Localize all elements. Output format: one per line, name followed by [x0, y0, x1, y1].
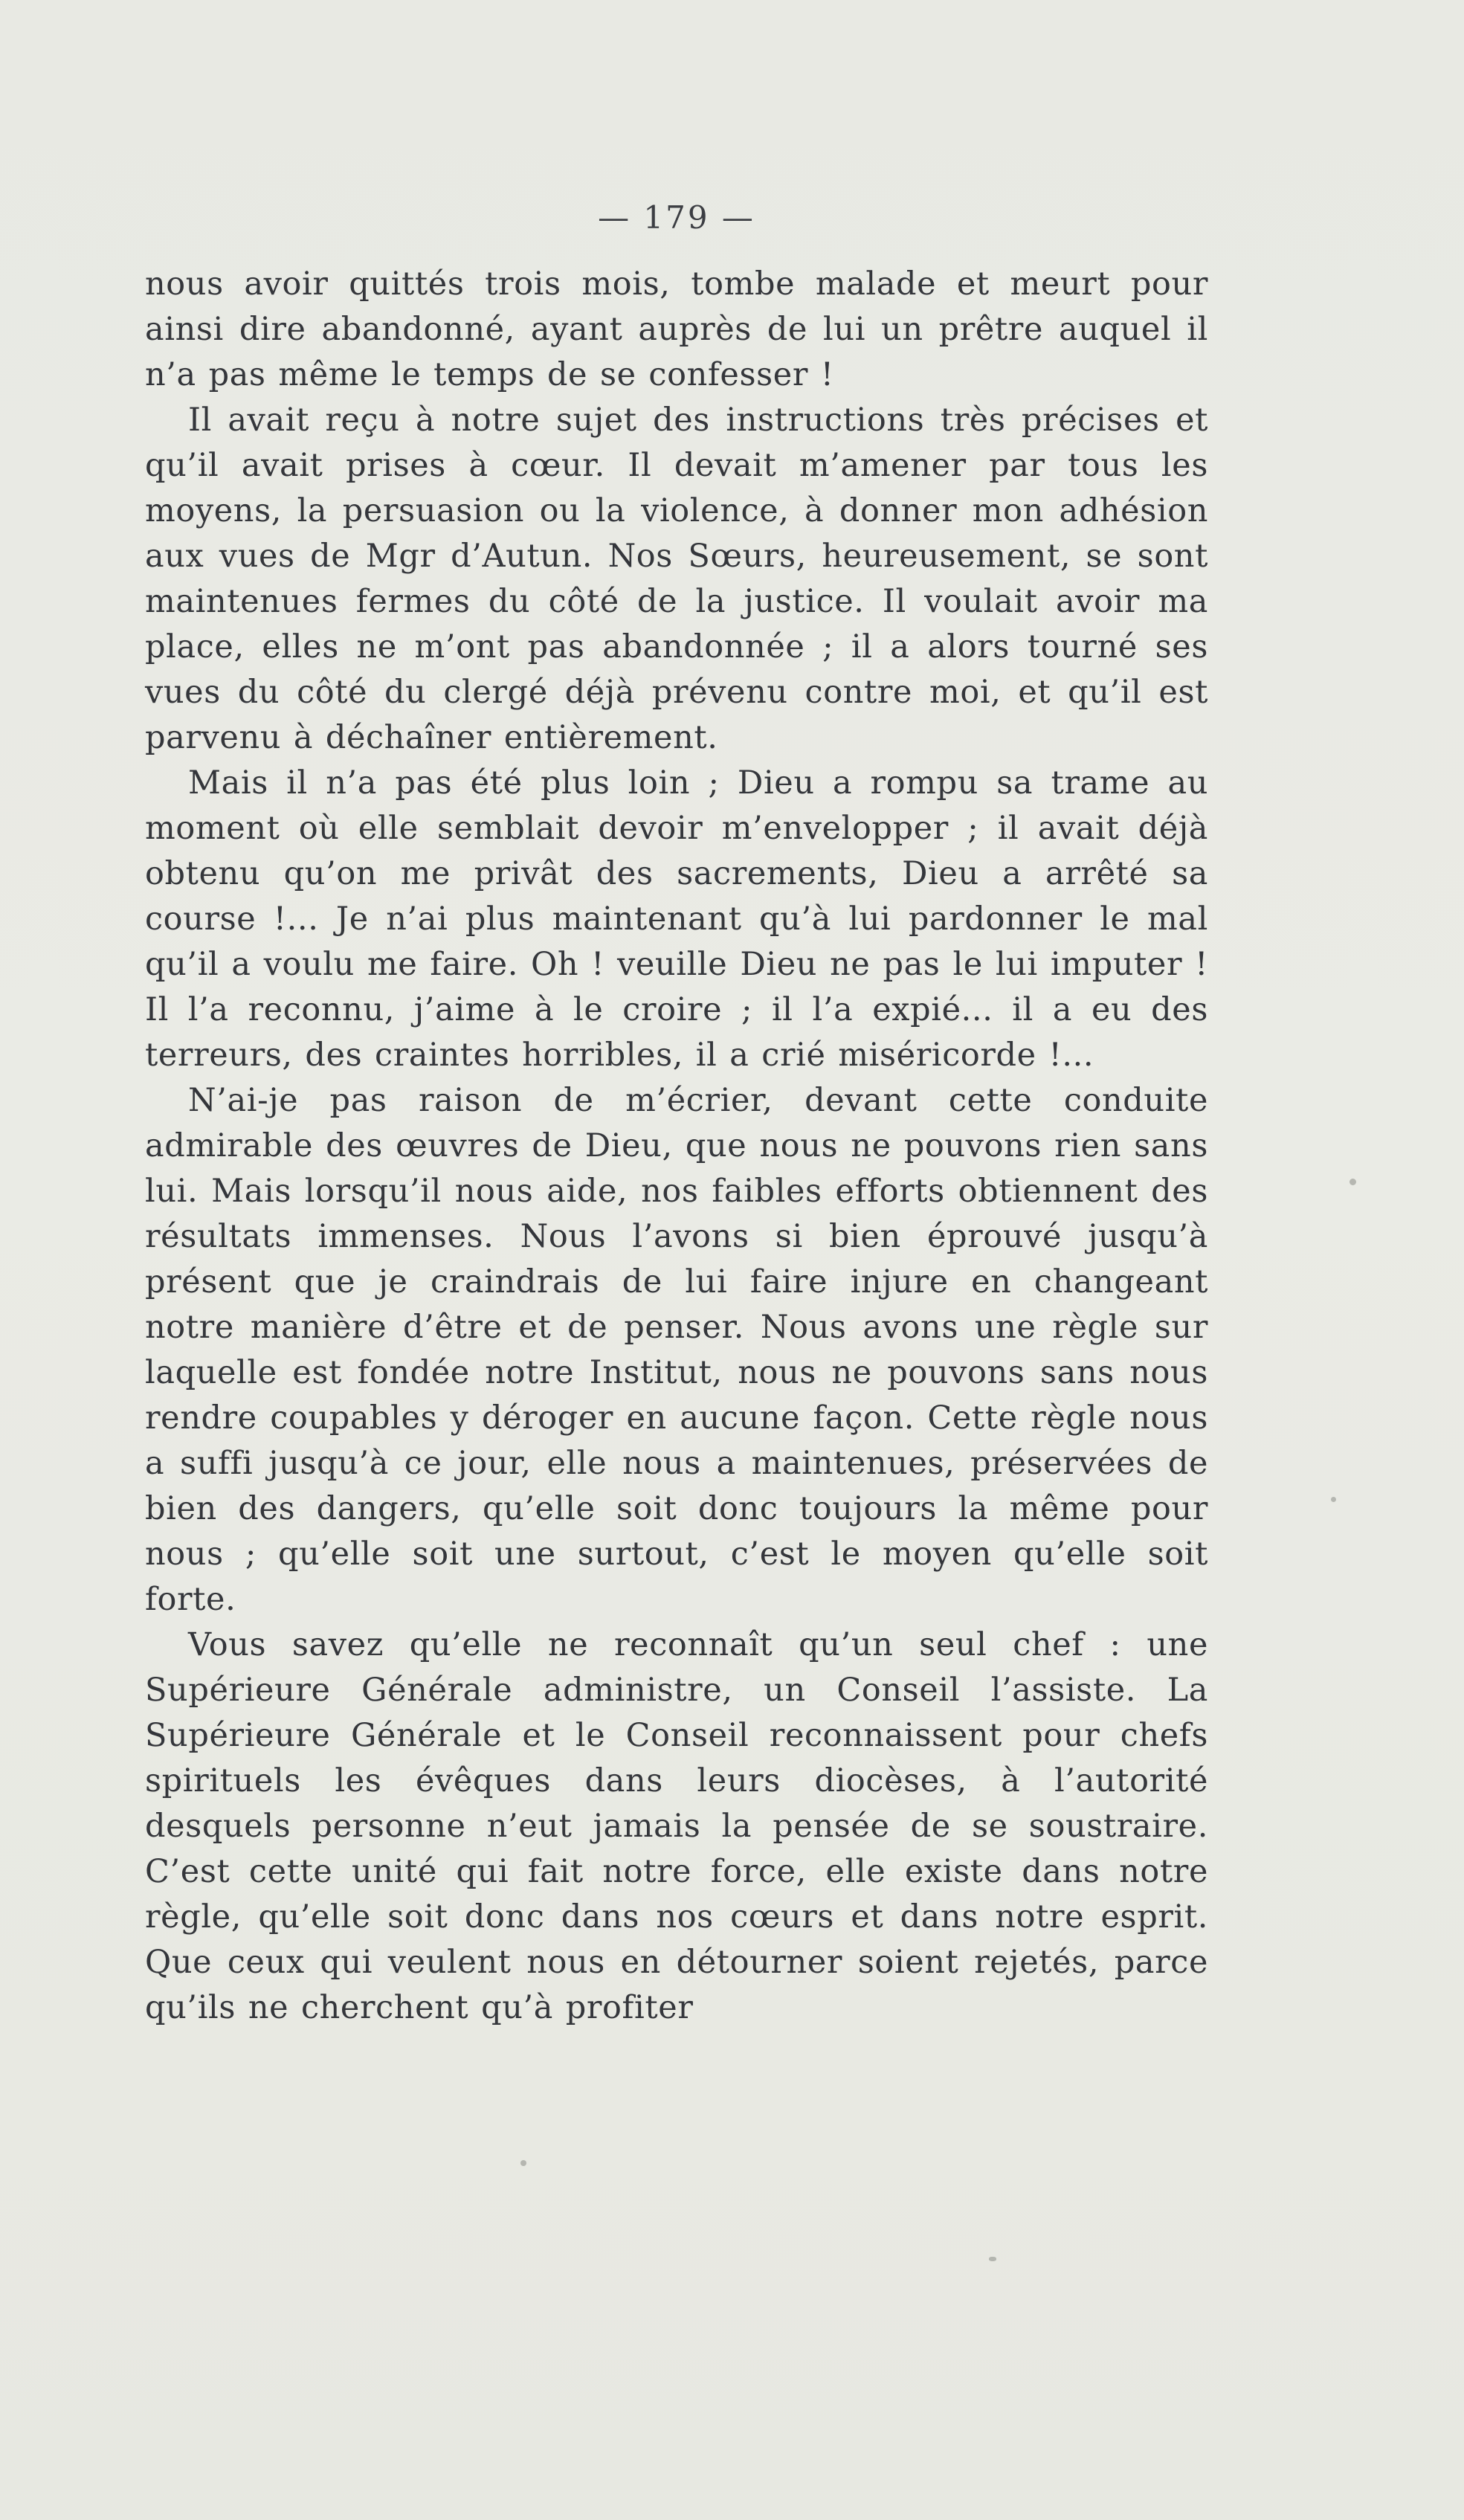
scan-speck	[520, 2160, 526, 2166]
scan-speck	[1349, 1179, 1356, 1185]
paragraph: N’ai-je pas raison de m’écrier, devant cette conduite admirable des œuvres de Dieu, que nous ne pouvons rien sans lui. Mais lorsqu’il nous aide, nos faibles efforts obtiennent des résultats immenses. Nous l’avons si bien éprouvé jusqu’à présent que je craindrais de lui faire injure en changeant notre manière d’être et de penser. Nous avons une règle sur laquelle est fondée notre Institut, nous ne pouvons sans nous rendre coupables y déroger en aucune façon. Cette règle nous a suffi jusqu’à ce jour, elle nous a maintenues, préservées de bien des dangers, qu’elle soit donc toujours la même pour nous ; qu’elle soit une surtout, c’est le moyen qu’elle soit forte.	[145, 1082, 1208, 1618]
page-text-block	[145, 262, 1208, 2031]
page-number: — 179 —	[598, 199, 755, 236]
paragraph: Vous savez qu’elle ne reconnaît qu’un seul chef : une Supérieure Générale administre, un Conseil l’assiste. La Supérieure Générale et le Conseil reconnaissent pour chefs spirituels les évêques dans leurs diocèses, à l’autorité desquels personne n’eut jamais la pensée de se soustraire. C’est cette unité qui fait notre force, elle existe dans notre règle, qu’elle soit donc dans nos cœurs et dans notre esprit. Que ceux qui veulent nous en détourner soient rejetés, parce qu’ils ne cherchent qu’à profiter	[145, 1626, 1208, 2026]
paragraph: nous avoir quittés trois mois, tombe malade et meurt pour ainsi dire abandonné, ayant auprès de lui un prêtre auquel il n’a pas même le temps de se confesser !	[145, 265, 1208, 393]
scan-speck	[1331, 1497, 1336, 1502]
paragraph: Mais il n’a pas été plus loin ; Dieu a rompu sa trame au moment où elle semblait devoir m’envelopper ; il avait déjà obtenu qu’on me privât des sacrements, Dieu a arrêté sa course !... Je n’ai plus maintenant qu’à lui pardonner le mal qu’il a voulu me faire. Oh ! veuille Dieu ne pas le lui imputer ! Il l’a reconnu, j’aime à le croire ; il l’a expié... il a eu des terreurs, des craintes horribles, il a crié miséricorde !...	[145, 764, 1208, 1074]
scan-speck	[989, 2257, 996, 2261]
paragraph: Il avait reçu à notre sujet des instructions très précises et qu’il avait prises à cœur. Il devait m’amener par tous les moyens, la persuasion ou la violence, à donner mon adhésion aux vues de Mgr d’Autun. Nos Sœurs, heureusement, se sont maintenues fermes du côté de la justice. Il voulait avoir ma place, elles ne m’ont pas abandonnée ; il a alors tourné ses vues du côté du clergé déjà prévenu contre moi, et qu’il est parvenu à déchaîner entièrement.	[145, 402, 1208, 756]
